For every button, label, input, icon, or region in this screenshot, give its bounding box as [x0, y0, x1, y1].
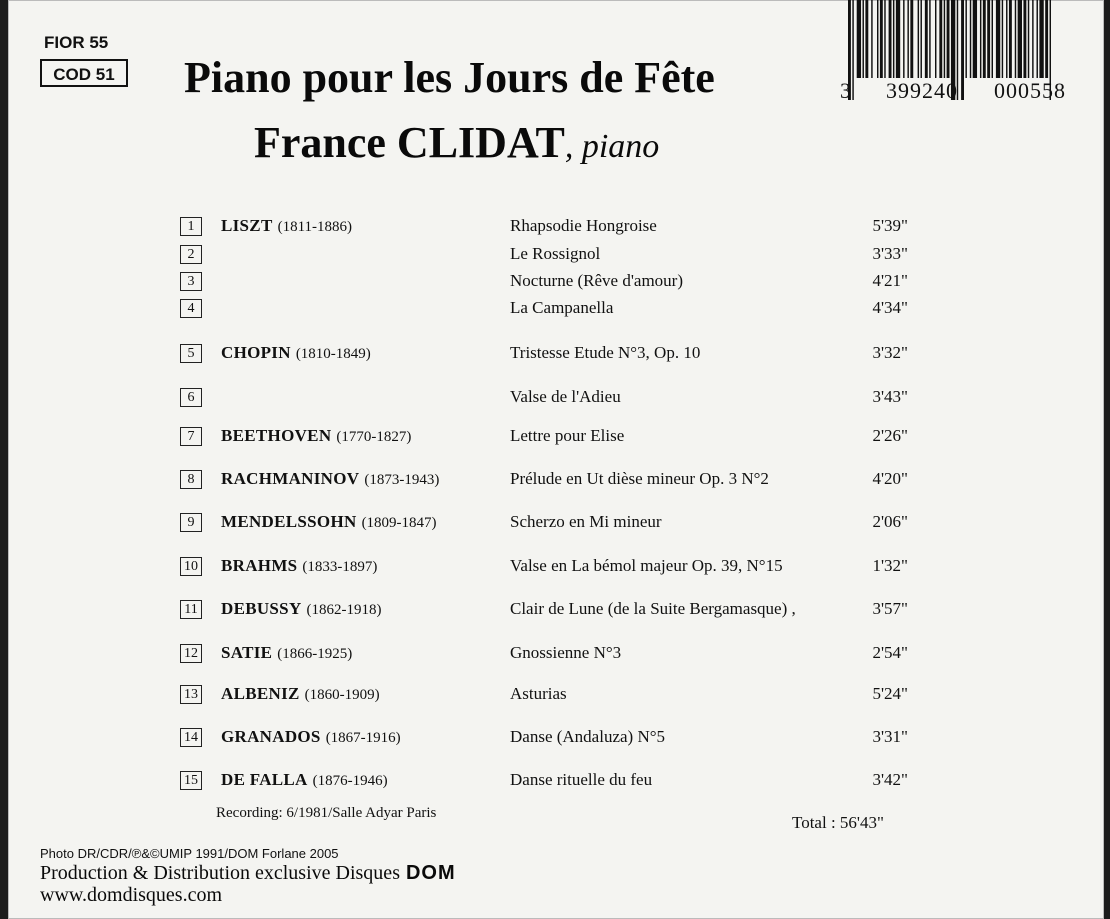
track-duration: 3'42"	[872, 770, 908, 789]
barcode-bar	[947, 0, 950, 78]
track-number: 3	[180, 272, 202, 291]
track-composer	[221, 770, 388, 790]
track-duration: 2'54"	[872, 643, 908, 662]
barcode-bar	[871, 0, 872, 78]
track-number: 14	[180, 728, 202, 747]
barcode-bar	[918, 0, 919, 78]
barcode-bar	[1009, 0, 1012, 78]
barcode-bar	[865, 0, 868, 78]
track-composer	[221, 512, 437, 532]
composer-dates: (1862-1918)	[306, 602, 382, 618]
barcode-bar	[903, 0, 904, 78]
production-text: Production & Distribution exclusive Disques	[40, 862, 400, 884]
barcode-bar	[896, 0, 900, 78]
barcode-bar	[907, 0, 908, 78]
barcode-bar	[884, 0, 885, 78]
track-composer	[221, 727, 401, 747]
barcode-bar	[1037, 0, 1038, 78]
photo-credits: Photo DR/CDR/℗&©UMIP 1991/DOM Forlane 2005	[40, 846, 339, 861]
barcode-bar	[980, 0, 981, 78]
barcode-bar	[987, 0, 990, 78]
composer-name: DEBUSSY	[221, 599, 302, 618]
track-title: Prélude en Ut dièse mineur Op. 3 N°2	[510, 469, 769, 488]
composer-dates: (1810-1849)	[295, 346, 371, 362]
barcode-bar	[925, 0, 928, 78]
composer-name: RACHMANINOV	[221, 469, 360, 488]
track-composer	[221, 426, 411, 446]
barcode-bar	[965, 0, 966, 78]
track-duration: 4'21"	[872, 271, 908, 290]
track-number: 11	[180, 600, 202, 619]
catalog-number: FIOR 55	[44, 33, 109, 52]
barcode-bar	[973, 0, 977, 78]
composer-name: BEETHOVEN	[221, 426, 332, 445]
track-duration: 5'39"	[872, 216, 908, 235]
track-title: Valse de l'Adieu	[510, 387, 621, 406]
barcode-bar	[996, 0, 1000, 78]
track-composer	[221, 684, 380, 704]
track-title: Scherzo en Mi mineur	[510, 512, 662, 531]
barcode-bar	[877, 0, 878, 78]
track-duration: 3'32"	[872, 343, 908, 362]
barcode-bar	[929, 0, 930, 78]
production-line	[40, 862, 456, 885]
total-duration: Total : 56'43"	[792, 813, 884, 832]
barcode-bar	[910, 0, 913, 78]
track-title: La Campanella	[510, 298, 614, 317]
composer-dates: (1811-1886)	[277, 219, 353, 235]
track-number: 4	[180, 299, 202, 318]
barcode-bar	[893, 0, 894, 78]
barcode-bar	[992, 0, 993, 78]
track-title: Lettre pour Elise	[510, 426, 625, 445]
track-duration: 3'33"	[872, 244, 908, 263]
track-number: 12	[180, 644, 202, 663]
barcode-bar	[1028, 0, 1029, 78]
recording-info: Recording: 6/1981/Salle Adyar Paris	[216, 805, 437, 821]
cd-back-cover	[8, 0, 1104, 919]
track-number: 9	[180, 513, 202, 532]
track-number: 5	[180, 344, 202, 363]
track-title: Nocturne (Rêve d'amour)	[510, 271, 683, 290]
track-duration: 4'20"	[872, 469, 908, 488]
track-duration: 1'32"	[872, 556, 908, 575]
composer-name: LISZT	[221, 216, 273, 235]
barcode-bar	[1045, 0, 1048, 78]
composer-dates: (1809-1847)	[361, 515, 437, 531]
catalog-code-box: COD 51	[40, 59, 128, 87]
website-link[interactable]: www.domdisques.com	[40, 884, 223, 906]
barcode-bar	[983, 0, 986, 78]
composer-dates: (1873-1943)	[364, 472, 440, 488]
composer-dates: (1876-1946)	[312, 773, 388, 789]
barcode-bar	[970, 0, 971, 78]
track-title: Tristesse Etude N°3, Op. 10	[510, 343, 701, 362]
track-title: Clair de Lune (de la Suite Bergamasque) ,	[510, 599, 796, 618]
barcode-bar	[921, 0, 922, 78]
track-number: 2	[180, 245, 202, 264]
track-duration: 3'31"	[872, 727, 908, 746]
track-composer	[221, 599, 382, 619]
barcode-bar	[935, 0, 936, 78]
track-composer	[221, 643, 352, 663]
track-number: 7	[180, 427, 202, 446]
composer-name: BRAHMS	[221, 556, 298, 575]
barcode-bar	[944, 0, 945, 78]
barcode-bar	[889, 0, 892, 78]
track-title: Le Rossignol	[510, 244, 601, 263]
dom-logo: DOM	[405, 862, 456, 884]
composer-dates: (1833-1897)	[302, 559, 378, 575]
track-title: Valse en La bémol majeur Op. 39, N°15	[510, 556, 783, 575]
track-composer	[221, 469, 439, 489]
barcode-bar	[1006, 0, 1007, 78]
composer-name: SATIE	[221, 643, 273, 662]
barcode-digit-group: 3	[840, 78, 851, 103]
track-title: Rhapsodie Hongroise	[510, 216, 657, 235]
barcode-bar	[1032, 0, 1033, 78]
track-number: 13	[180, 685, 202, 704]
track-composer	[221, 216, 352, 236]
composer-dates: (1770-1827)	[336, 429, 412, 445]
barcode-bar	[1039, 0, 1043, 78]
composer-name: DE FALLA	[221, 770, 308, 789]
barcode-bar	[857, 0, 861, 78]
track-composer	[221, 343, 371, 363]
track-duration: 3'43"	[872, 387, 908, 406]
composer-name: CHOPIN	[221, 343, 291, 362]
barcode-bar	[880, 0, 883, 78]
track-number: 10	[180, 557, 202, 576]
track-number: 15	[180, 771, 202, 790]
barcode-bar	[1015, 0, 1016, 78]
barcode-bar	[1018, 0, 1022, 78]
track-title: Asturias	[510, 684, 567, 703]
barcode-bar	[1002, 0, 1003, 78]
track-duration: 3'57"	[872, 599, 908, 618]
composer-name: ALBENIZ	[221, 684, 300, 703]
barcode-bar	[1023, 0, 1026, 78]
track-number: 8	[180, 470, 202, 489]
composer-name: MENDELSSOHN	[221, 512, 357, 531]
track-number: 1	[180, 217, 202, 236]
composer-dates: (1867-1916)	[325, 730, 401, 746]
track-duration: 2'06"	[872, 512, 908, 531]
barcode-bar	[863, 0, 864, 78]
artist-name: France CLIDAT	[254, 118, 565, 167]
composer-name: GRANADOS	[221, 727, 321, 746]
track-duration: 2'26"	[872, 426, 908, 445]
artist-role: , piano	[564, 128, 660, 165]
artist-line	[254, 117, 659, 168]
barcode-digit-group: 399240	[886, 78, 958, 103]
track-composer	[221, 556, 377, 576]
track-title: Danse rituelle du feu	[510, 770, 653, 789]
barcode-bar	[939, 0, 942, 78]
album-title: Piano pour les Jours de Fête	[184, 53, 715, 102]
barcode-bar	[961, 0, 964, 100]
track-title: Danse (Andaluza) N°5	[510, 727, 666, 746]
track-title: Gnossienne N°3	[510, 643, 622, 662]
composer-dates: (1866-1925)	[277, 646, 353, 662]
track-number: 6	[180, 388, 202, 407]
track-duration: 4'34"	[872, 298, 908, 317]
barcode-bar	[852, 0, 853, 100]
barcode-digit-group: 000558	[994, 78, 1066, 103]
composer-dates: (1860-1909)	[304, 687, 380, 703]
track-duration: 5'24"	[872, 684, 908, 703]
